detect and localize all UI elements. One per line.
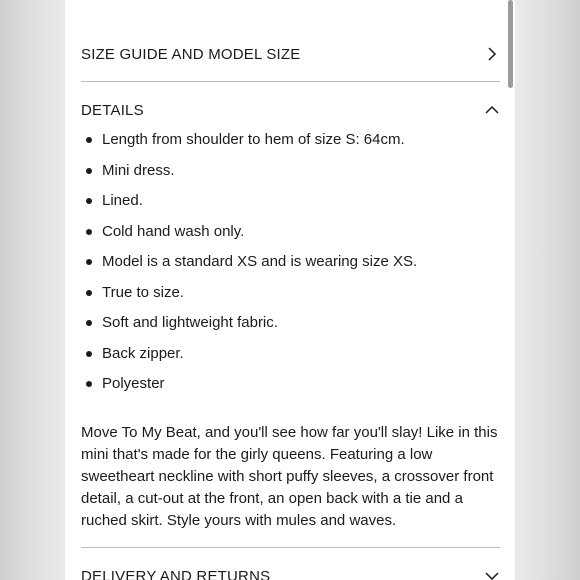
list-item-text: Model is a standard XS and is wearing size XS.	[102, 253, 418, 270]
bullet	[86, 229, 92, 235]
list-item-text: Mini dress.	[102, 161, 175, 179]
divider	[81, 81, 500, 82]
delivery-title: DELIVERY AND RETURNS	[81, 567, 271, 580]
list-item	[81, 345, 500, 376]
list-item	[81, 375, 500, 406]
divider	[81, 547, 500, 548]
chevron-up-icon[interactable]	[484, 102, 500, 118]
list-item	[81, 223, 500, 254]
product-info-panel	[65, 0, 515, 580]
bullet	[86, 381, 92, 387]
size-guide-title: SIZE GUIDE AND MODEL SIZE	[81, 45, 301, 63]
list-item-text: Lined.	[102, 192, 143, 209]
list-item	[81, 162, 500, 193]
list-item	[81, 284, 500, 315]
list-item-text: Soft and lightweight fabric.	[102, 314, 278, 331]
list-item	[81, 314, 500, 345]
list-item	[81, 192, 500, 223]
bullet	[86, 137, 92, 143]
bullet	[86, 168, 92, 174]
list-item	[81, 253, 500, 284]
bullet	[86, 290, 92, 296]
bullet	[86, 198, 92, 204]
list-item-text: Back zipper.	[102, 344, 184, 362]
list-item-text: Length from shoulder to hem of size S: 64cm.	[102, 131, 405, 148]
list-item-text: Polyester	[102, 375, 165, 392]
product-description: Move To My Beat, and you'll see how far you'll slay! Like in this mini that's made for the girly queens. Featuring a low sweetheart neckline with short puffy sleeves, a crossover front detail, a cut-out at the front, an open back with a tie and a ruched skirt. Style yours with mules and waves.	[81, 424, 498, 529]
scrollbar-thumb[interactable]	[508, 0, 513, 88]
details-accordion-header[interactable]	[81, 88, 500, 132]
bullet	[86, 320, 92, 326]
list-item	[81, 131, 500, 162]
details-list	[81, 131, 500, 406]
bullet	[86, 259, 92, 265]
delivery-accordion-header[interactable]	[81, 554, 500, 580]
chevron-down-icon[interactable]	[484, 568, 500, 580]
list-item-text: True to size.	[102, 283, 184, 301]
list-item-text: Cold hand wash only.	[102, 222, 245, 240]
bullet	[86, 351, 92, 357]
size-guide-accordion-header[interactable]	[81, 32, 500, 76]
chevron-right-icon[interactable]	[484, 46, 500, 62]
details-title: DETAILS	[81, 101, 144, 119]
